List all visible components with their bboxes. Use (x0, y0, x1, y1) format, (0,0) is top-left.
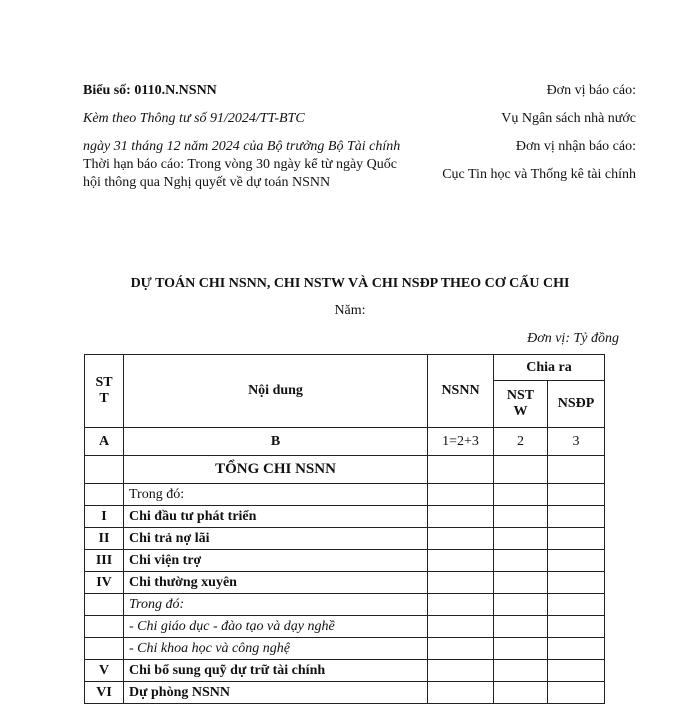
row-stt: IV (85, 572, 124, 594)
table-row (85, 638, 605, 660)
value-nsnn[interactable] (428, 506, 494, 528)
table-row (85, 572, 605, 594)
code-cell: 2 (494, 428, 548, 456)
row-content: Chi viện trợ (124, 550, 428, 572)
row-content: Dự phòng NSNN (124, 682, 428, 704)
value-nsnn[interactable] (428, 484, 494, 506)
row-stt (85, 616, 124, 638)
value-nsnn[interactable] (428, 572, 494, 594)
value-nsdp[interactable] (548, 484, 605, 506)
value-nsnn[interactable] (428, 682, 494, 704)
value-nstw[interactable] (494, 682, 548, 704)
row-content: TỔNG CHI NSNN (124, 456, 428, 484)
row-content: Trong đó: (124, 594, 428, 616)
code-cell: 3 (548, 428, 605, 456)
code-cell: 1=2+3 (428, 428, 494, 456)
value-nstw[interactable] (494, 638, 548, 660)
circular-reference: Kèm theo Thông tư số 91/2024/TT-BTC (83, 111, 305, 126)
header-nsnn: NSNN (428, 355, 494, 428)
table-header-row (85, 355, 605, 381)
row-stt (85, 594, 124, 616)
value-nsnn[interactable] (428, 528, 494, 550)
value-nsnn[interactable] (428, 594, 494, 616)
circular-date-and-deadline (83, 138, 405, 192)
header-stt: ST T (85, 355, 124, 428)
year-label: Năm: (334, 303, 366, 318)
value-nsdp[interactable] (548, 682, 605, 704)
header-nstw: NST W (494, 381, 548, 428)
row-content: Chi bổ sung quỹ dự trữ tài chính (124, 660, 428, 682)
table-row (85, 528, 605, 550)
row-content: Chi đầu tư phát triển (124, 506, 428, 528)
row-stt: V (85, 660, 124, 682)
table-row (85, 660, 605, 682)
row-stt (85, 484, 124, 506)
header-content: Nội dung (124, 355, 428, 428)
reporting-unit-label: Đơn vị báo cáo: (546, 83, 636, 98)
value-nsnn[interactable] (428, 660, 494, 682)
form-header-left (83, 82, 405, 192)
value-nstw[interactable] (494, 550, 548, 572)
row-stt (85, 638, 124, 660)
value-nsdp[interactable] (548, 572, 605, 594)
table-row (85, 616, 605, 638)
code-cell: A (85, 428, 124, 456)
form-number: Biểu số: 0110.N.NSNN (83, 83, 217, 98)
value-nstw[interactable] (494, 660, 548, 682)
row-content: - Chi khoa học và công nghệ (124, 638, 428, 660)
value-nstw[interactable] (494, 616, 548, 638)
value-nsnn[interactable] (428, 456, 494, 484)
table-row (85, 456, 605, 484)
value-nstw[interactable] (494, 506, 548, 528)
row-stt: II (85, 528, 124, 550)
value-nsdp[interactable] (548, 638, 605, 660)
value-nsdp[interactable] (548, 550, 605, 572)
value-nstw[interactable] (494, 456, 548, 484)
value-nsdp[interactable] (548, 660, 605, 682)
value-nsnn[interactable] (428, 616, 494, 638)
circular-date: ngày 31 tháng 12 năm 2024 của Bộ trưởng Bộ Tài chính (83, 139, 401, 154)
value-nsdp[interactable] (548, 528, 605, 550)
row-stt: III (85, 550, 124, 572)
row-stt: VI (85, 682, 124, 704)
value-nsdp[interactable] (548, 506, 605, 528)
receiving-unit: Cục Tin học và Thống kê tài chính (442, 167, 636, 182)
value-nstw[interactable] (494, 594, 548, 616)
row-stt: I (85, 506, 124, 528)
row-content: Chi trả nợ lãi (124, 528, 428, 550)
row-stt (85, 456, 124, 484)
receiving-unit-label: Đơn vị nhận báo cáo: (515, 139, 636, 154)
row-content: - Chi giáo dục - đào tạo và dạy nghề (124, 616, 428, 638)
value-nstw[interactable] (494, 572, 548, 594)
budget-table (84, 354, 605, 704)
table-row (85, 550, 605, 572)
unit-label: Đơn vị: Tỷ đồng (527, 331, 619, 346)
row-content: Trong đó: (124, 484, 428, 506)
reporting-unit: Vụ Ngân sách nhà nước (501, 111, 636, 126)
form-header-right (396, 82, 636, 184)
value-nstw[interactable] (494, 528, 548, 550)
value-nsdp[interactable] (548, 456, 605, 484)
value-nsdp[interactable] (548, 616, 605, 638)
header-nsdp: NSĐP (548, 381, 605, 428)
table-row (85, 506, 605, 528)
report-deadline: Thời hạn báo cáo: Trong vòng 30 ngày kể từ ngày Quốc hội thông qua Nghị quyết về dự toán NSNN (83, 157, 398, 190)
row-content: Chi thường xuyên (124, 572, 428, 594)
value-nstw[interactable] (494, 484, 548, 506)
table-row (85, 594, 605, 616)
header-split: Chia ra (494, 355, 605, 381)
code-row (85, 428, 605, 456)
document-title: DỰ TOÁN CHI NSNN, CHI NSTW VÀ CHI NSĐP THEO CƠ CẤU CHI (130, 276, 570, 291)
table-row (85, 484, 605, 506)
value-nsnn[interactable] (428, 550, 494, 572)
value-nsdp[interactable] (548, 594, 605, 616)
table-row (85, 682, 605, 704)
value-nsnn[interactable] (428, 638, 494, 660)
code-cell: B (124, 428, 428, 456)
